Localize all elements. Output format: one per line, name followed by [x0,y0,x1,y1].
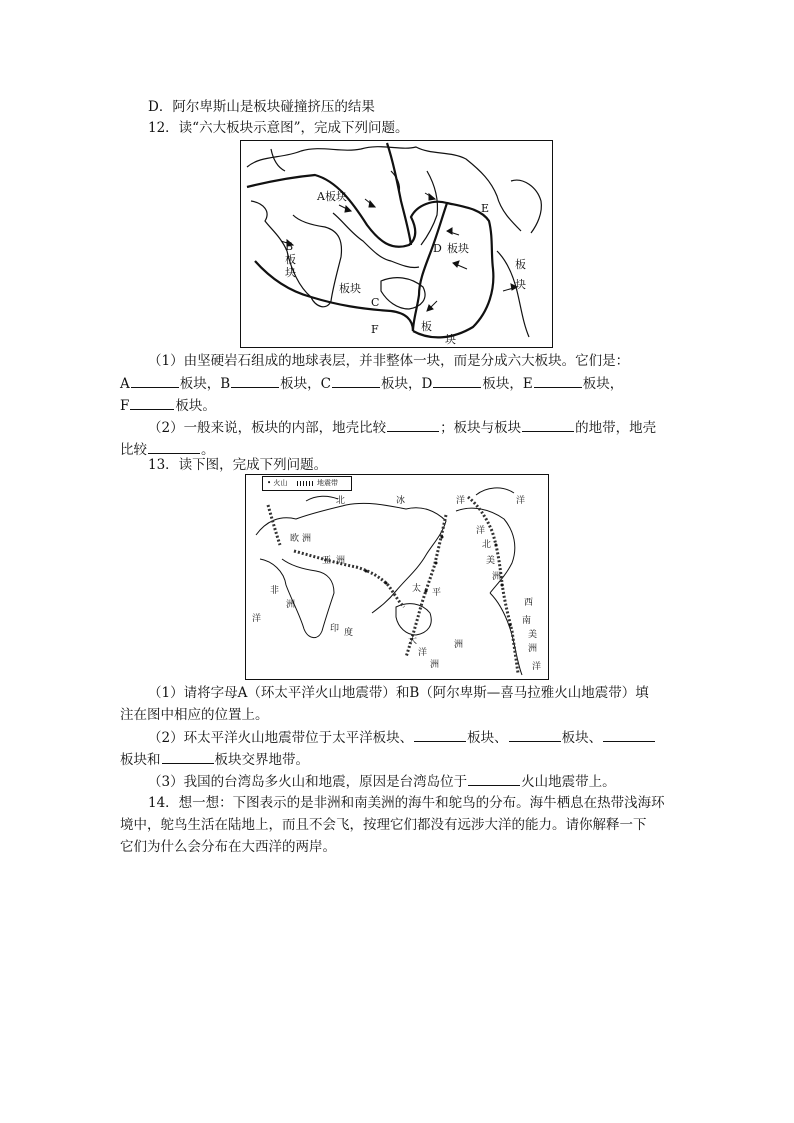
answer-blank-crust-boundary[interactable] [148,440,200,454]
q12-p2-text-b: ；板块与板块 [440,420,522,436]
plate-c-word: 板块 [339,282,361,295]
q13-p2-text-b: 板块、 [467,730,508,746]
map-zhou-1: 洲 [302,534,312,544]
q12-p1-line2 [120,374,680,393]
answer-blank-d[interactable] [433,374,481,388]
map-du: 度 [344,628,354,638]
q12-p1-d: 板块，D [381,376,433,392]
map-fei: 非 [270,586,280,596]
answer-blank-belt[interactable] [468,772,520,786]
q12-p1-line3 [120,396,680,415]
q11-option-d: D．阿尔卑斯山是板块碰撞挤压的结果 [148,99,375,115]
q12-title: 12．读“六大板块示意图”，完成下列问题。 [148,120,409,136]
plate-b-label: B [285,240,294,253]
earthquake-belt-icon [297,481,313,486]
q13-title: 13．读下图，完成下列问题。 [148,457,328,473]
q12-p2-text-a: （2）一般来说，板块的内部，地壳比较 [148,420,387,436]
q12-p1-end: 板块， [582,376,624,392]
plate-d-label: D [433,242,442,255]
map-legend [262,476,352,491]
answer-blank-b[interactable] [231,374,279,388]
q13-p2-line2 [120,750,680,769]
answer-blank-crust-inner[interactable] [387,418,439,432]
q14-line1: 14．想一想：下图表示的是非洲和南美洲的海牛和鸵鸟的分布。海牛栖息在热带浅海环 [148,795,665,811]
map-bei-1: 北 [336,496,346,506]
q12-p1-a: A [120,376,130,392]
answer-blank-a[interactable] [131,374,179,388]
q12-p1-f-end: 板块。 [175,398,216,414]
map-ya: 亚 [322,556,332,566]
plate-e-char3: 块 [515,278,526,291]
q14-line2: 境中，鸵鸟生活在陆地上，而且不会飞，按理它们都没有远涉大洋的能力。请你解释一下 [120,817,647,833]
plate-f-label: F [371,323,379,336]
plate-d-word: 板块 [447,242,469,255]
map-yang-2: 洋 [252,614,262,624]
q13-p3-text-b: 火山地震带上。 [521,774,616,790]
q13-p2-line1 [148,728,708,747]
answer-blank-plate-4[interactable] [162,750,214,764]
map-tai: 太 [412,584,422,594]
q14-line3: 它们为什么会分布在大西洋的两岸。 [120,839,336,855]
plate-b-char3: 块 [285,266,296,279]
map-bei-2: 北 [482,540,492,550]
plate-c-label: C [371,296,380,309]
answer-blank-plate-3[interactable] [603,728,655,742]
map-nan: 南 [522,616,532,626]
q13-p1-line1: （1）请将字母A（环太平洋火山地震带）和B（阿尔卑斯—喜马拉雅火山地震带）填 [148,685,649,701]
plate-a-label: A板块 [317,190,347,203]
map-mei-1: 美 [486,556,496,566]
map-zhou-2: 洲 [336,556,346,566]
q13-p3-text-a: （3）我国的台湾岛多火山和地震，原因是台湾岛位于 [148,774,468,790]
map-yang-3: 洋 [418,648,428,658]
map-zhou-7: 洲 [528,644,538,654]
plate-e-label: E [481,202,490,215]
legend-quake: 地震带 [317,479,338,487]
plate-f-char2: 板 [421,320,432,333]
q12-p1-c: 板块，C [280,376,332,392]
q12-p1-f: F [120,398,130,414]
q12-p1-e: 板块，E [482,376,533,392]
map-ping: 平 [432,588,442,598]
legend-volcano: • 火山 [267,479,288,487]
map-ou: 欧 [290,534,300,544]
q13-p2-text-e: 板块交界地带。 [214,752,309,768]
map-yin: 印 [330,624,340,634]
plate-f-char3: 块 [445,333,456,346]
q12-p1-b: 板块，B [179,376,231,392]
map-zhou-6: 洲 [492,572,502,582]
map-yang-4: 洋 [476,526,486,536]
map-zhou-4: 洲 [430,660,440,670]
map-zhou-3: 洲 [286,600,296,610]
answer-blank-plate-1[interactable] [414,728,466,742]
map-mei-2: 美 [528,630,538,640]
q12-p2-text-e: 。 [201,442,215,458]
six-plates-map [240,140,553,348]
map-bing: 冰 [396,496,406,506]
map-yang-5: 洋 [516,496,526,506]
plate-b-char2: 板 [285,253,296,266]
q13-p2-text-d: 板块和 [120,752,161,768]
q13-p3-line [148,772,708,791]
q12-p2-text-c: 的地带，地壳 [575,420,657,436]
answer-blank-plate-2[interactable] [509,728,561,742]
q13-p2-text-a: （2）环太平洋火山地震带位于太平洋板块、 [148,730,414,746]
answer-blank-c[interactable] [332,374,380,388]
q12-p1-line1: （1）由坚硬岩石组成的地球表层，并非整体一块，而是分成六大板块。它们是： [148,353,630,369]
q13-p2-text-c: 板块、 [561,730,603,746]
q13-p1-line2: 注在图中相应的位置上。 [120,707,269,723]
answer-blank-e[interactable] [534,374,582,388]
q12-p2-text-d: 比较 [120,442,147,458]
map-yang-6: 洋 [532,662,542,672]
map-xi: 西 [524,598,534,608]
answer-blank-f[interactable] [130,396,174,410]
map-zhou-5: 洲 [454,640,464,650]
volcano-earthquake-map [245,474,549,680]
answer-blank-boundary[interactable] [522,418,574,432]
map-yang-1: 洋 [456,496,466,506]
q12-p2-line1 [148,418,708,437]
map-da: 大 [408,636,418,646]
plate-e-char2: 板 [515,258,526,271]
